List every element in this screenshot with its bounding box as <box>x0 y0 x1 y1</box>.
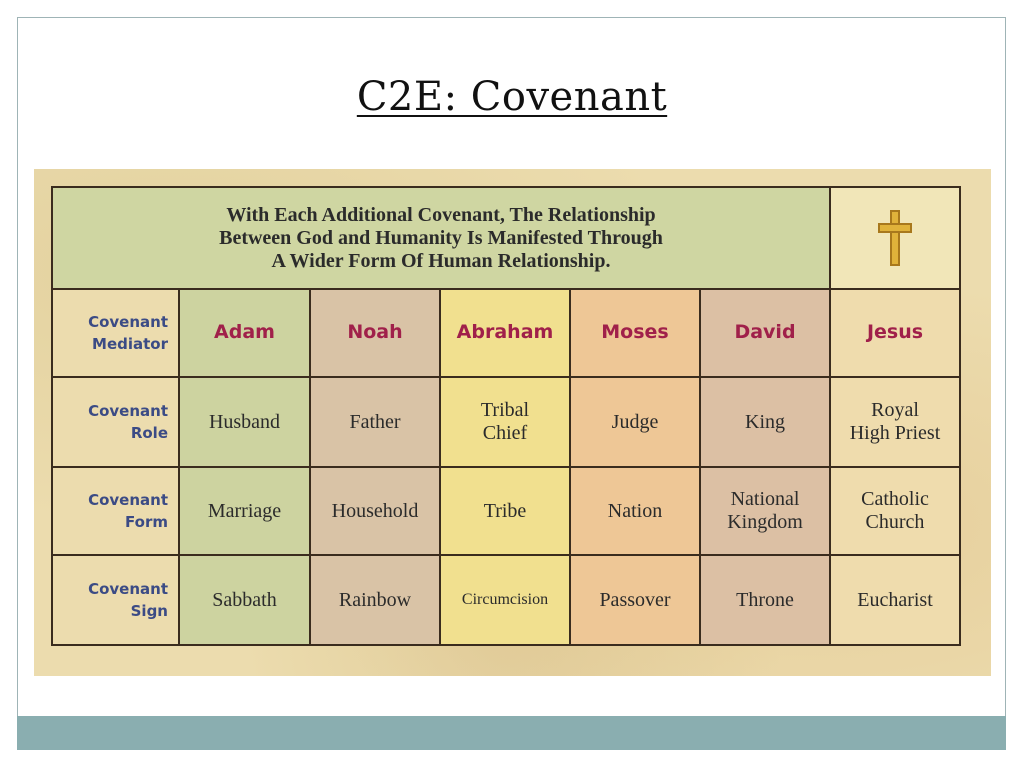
slide-title: C2E: Covenant <box>356 74 668 120</box>
intro-line: With Each Additional Covenant, The Relationship <box>226 203 656 226</box>
slide-bottom-band <box>17 716 1006 750</box>
role-cell <box>700 377 830 467</box>
form-cell <box>830 467 960 555</box>
cell-text: Tribe <box>483 499 527 522</box>
sign-row <box>52 555 960 645</box>
row-label-line: Covenant <box>88 491 168 509</box>
row-label-sign <box>52 555 179 645</box>
row-label-line: Role <box>130 424 168 442</box>
cell-text: Kingdom <box>727 511 803 533</box>
mediator-cell: Abraham <box>440 289 570 377</box>
intro-row <box>52 187 960 289</box>
mediator-cell: Jesus <box>830 289 960 377</box>
mediator-cell: Adam <box>179 289 310 377</box>
sign-cell: Passover <box>570 555 700 645</box>
form-cell <box>310 467 440 555</box>
row-label-line: Covenant <box>88 402 168 420</box>
form-cell <box>440 467 570 555</box>
role-cell <box>570 377 700 467</box>
row-label-line: Mediator <box>92 335 168 353</box>
cell-text: Father <box>349 410 401 433</box>
row-label-line: Form <box>125 513 168 531</box>
cell-text: Nation <box>607 499 663 522</box>
cell-text: National <box>730 488 800 510</box>
row-label-mediator <box>52 289 179 377</box>
role-cell <box>440 377 570 467</box>
cell-text: Judge <box>611 410 659 433</box>
cell-text: Marriage <box>207 499 282 522</box>
row-label-role <box>52 377 179 467</box>
sign-cell: Circumcision <box>440 555 570 645</box>
cell-text: Tribal <box>480 399 530 421</box>
row-label-form <box>52 467 179 555</box>
role-cell <box>179 377 310 467</box>
cell-text: Husband <box>208 410 281 433</box>
cell-text: Royal <box>871 399 919 421</box>
row-label-line: Covenant <box>88 313 168 331</box>
cross-cell <box>830 187 960 289</box>
mediator-cell: Noah <box>310 289 440 377</box>
cross-icon <box>878 210 912 266</box>
mediator-cell: David <box>700 289 830 377</box>
mediator-cell: Moses <box>570 289 700 377</box>
cell-text: Chief <box>482 422 528 444</box>
role-cell <box>830 377 960 467</box>
covenant-table <box>51 186 961 646</box>
sign-cell: Throne <box>700 555 830 645</box>
role-row <box>52 377 960 467</box>
cell-text: Church <box>865 511 925 533</box>
intro-line: A Wider Form Of Human Relationship. <box>271 249 611 272</box>
sign-cell: Sabbath <box>179 555 310 645</box>
row-label-line: Sign <box>130 602 168 620</box>
cell-text: King <box>745 410 785 433</box>
sign-cell: Rainbow <box>310 555 440 645</box>
form-cell <box>700 467 830 555</box>
cell-text: Catholic <box>861 488 929 510</box>
intro-line: Between God and Humanity Is Manifested Through <box>219 226 663 249</box>
form-cell <box>570 467 700 555</box>
row-label-line: Covenant <box>88 580 168 598</box>
cell-text: Household <box>331 499 419 522</box>
mediator-row <box>52 289 960 377</box>
intro-text <box>52 187 830 289</box>
sign-cell: Eucharist <box>830 555 960 645</box>
form-cell <box>179 467 310 555</box>
role-cell <box>310 377 440 467</box>
form-row <box>52 467 960 555</box>
cell-text: High Priest <box>849 422 941 444</box>
